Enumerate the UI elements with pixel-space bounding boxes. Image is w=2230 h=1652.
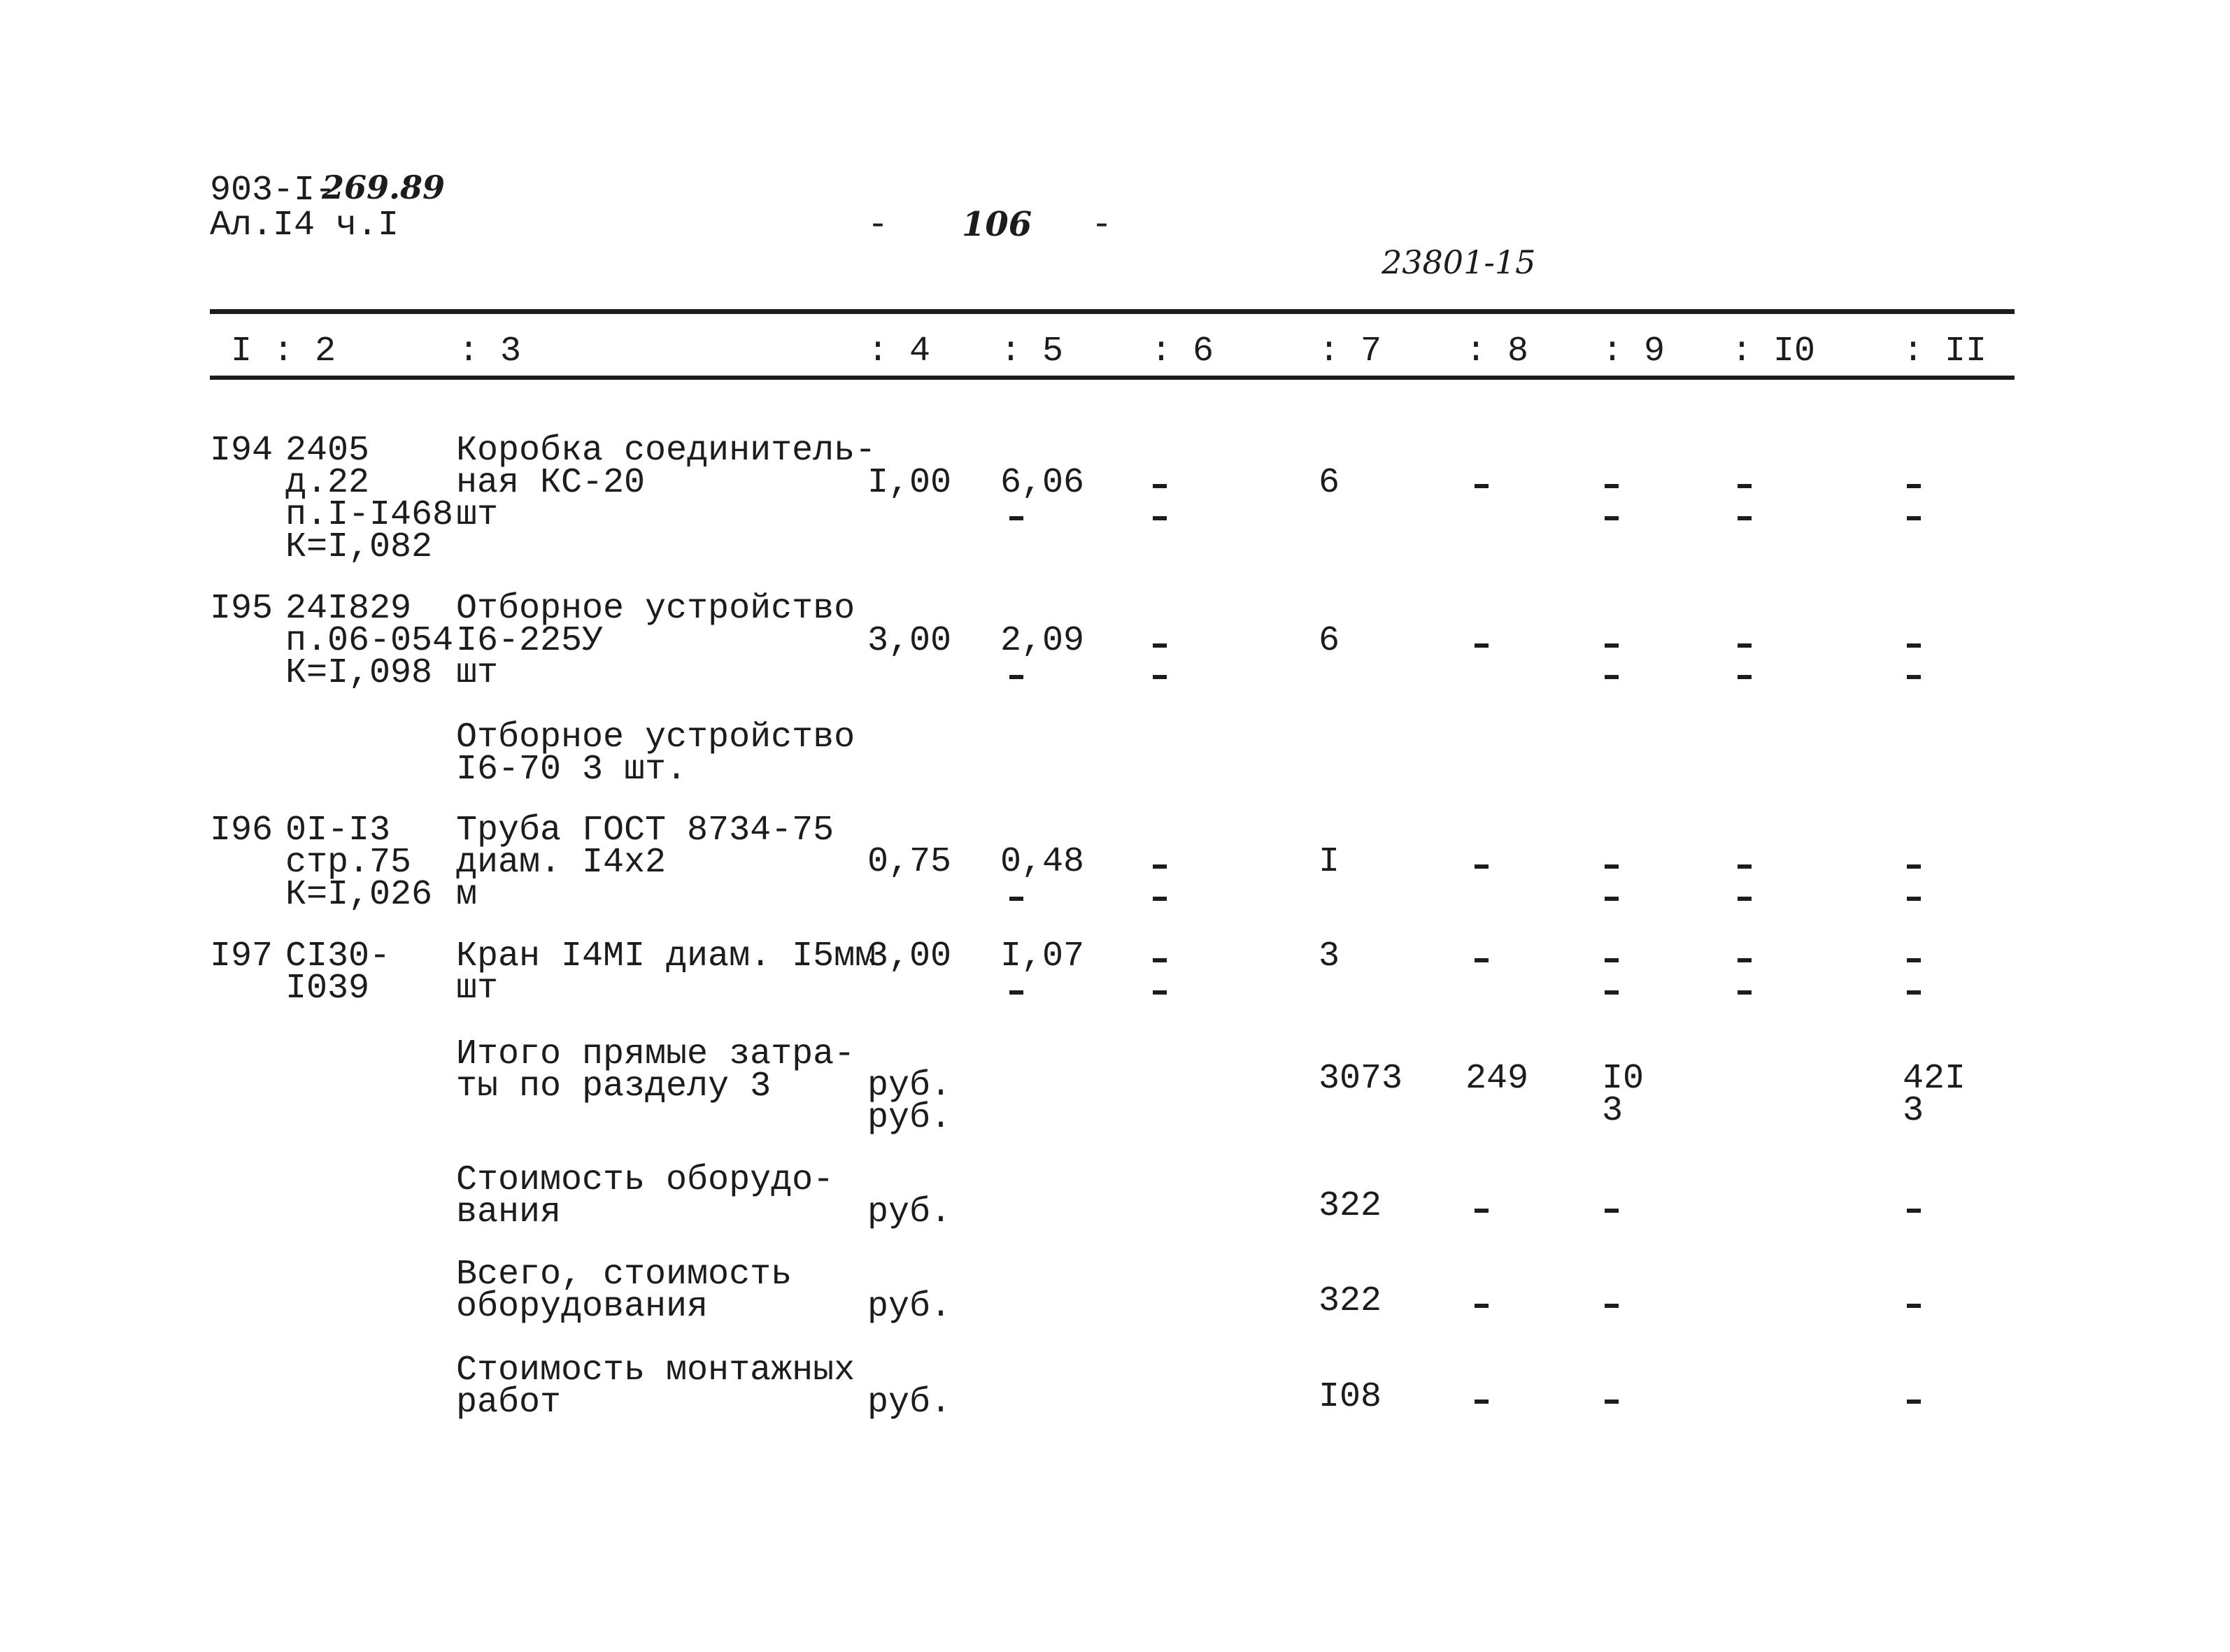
dash-mark: [1738, 958, 1752, 962]
col-header-10: : I0: [1731, 332, 1816, 371]
row-code: 2405 д.22 п.I-I468 К=I,082: [285, 431, 454, 567]
dash-mark: [1907, 1304, 1921, 1308]
row-unit-price: 6,06: [1000, 463, 1085, 503]
dash-mark: [1475, 643, 1489, 648]
row-code: 0I-I3 стр.75 К=I,026: [285, 811, 433, 915]
row-quantity: 3,00: [867, 621, 952, 661]
dash-mark: [1907, 958, 1921, 962]
row-quantity: 3,00: [867, 937, 952, 976]
dash-mark: [1153, 897, 1167, 901]
dash-mark: [1153, 675, 1167, 679]
row-unit-price: 0,48: [1000, 842, 1085, 882]
row-code: СI30- I039: [285, 937, 391, 1009]
dash-mark: [1738, 675, 1752, 679]
col-header-4: : 4: [867, 332, 931, 371]
dash-mark: [1605, 675, 1619, 679]
dash-mark: [1153, 484, 1167, 488]
header-bottom-rule: [210, 376, 2015, 380]
row-description: Кран I4МI диам. I5мм шт: [456, 937, 876, 1009]
dash-mark: [1907, 675, 1921, 679]
page-dash-right: -: [1091, 206, 1113, 245]
dash-mark: [1475, 1304, 1489, 1308]
dash-mark: [1605, 864, 1619, 869]
dash-mark: [1605, 897, 1619, 901]
col-header-9: : 9: [1602, 332, 1666, 371]
document-code: 903-I-: [210, 171, 336, 211]
dash-mark: [1907, 1209, 1921, 1213]
summary-unit: руб.: [867, 1192, 952, 1232]
row-description: Отборное устройство I6-225У шт: [456, 589, 855, 693]
dash-mark: [1475, 864, 1489, 869]
album-label: Ал.I4 ч.I: [210, 206, 399, 245]
dash-mark: [1605, 958, 1619, 962]
dash-mark: [1475, 1209, 1489, 1213]
col-header-7: : 7: [1319, 332, 1382, 371]
dash-mark: [1605, 643, 1619, 648]
row-unit-price: I,07: [1000, 937, 1085, 976]
dash-mark: [1153, 516, 1167, 520]
row-quantity: I,00: [867, 463, 952, 503]
dash-mark: [1009, 516, 1023, 520]
dash-mark: [1907, 897, 1921, 901]
row-total: I: [1319, 842, 1340, 882]
dash-mark: [1605, 516, 1619, 520]
col-header-1-2: I : 2: [231, 332, 336, 371]
row-description: Коробка соединитель- ная КС-20 шт: [456, 431, 876, 535]
summary-col8: 249: [1465, 1059, 1529, 1099]
dash-mark: [1605, 990, 1619, 995]
dash-mark: [1153, 864, 1167, 869]
summary-col7: 3073: [1319, 1059, 1403, 1099]
archive-stamp: 23801-15: [1382, 243, 1536, 281]
dash-mark: [1605, 484, 1619, 488]
row-unit-price: 2,09: [1000, 621, 1085, 661]
col-header-8: : 8: [1465, 332, 1529, 371]
dash-mark: [1738, 643, 1752, 648]
dash-mark: [1009, 990, 1023, 995]
dash-mark: [1475, 484, 1489, 488]
row-quantity: 0,75: [867, 842, 952, 882]
header-top-rule: [210, 309, 2015, 314]
row-number: I97: [210, 937, 274, 976]
summary-col7: 322: [1319, 1186, 1382, 1226]
dash-mark: [1738, 864, 1752, 869]
document-code-handwritten: 269.89: [322, 169, 446, 206]
dash-mark: [1907, 864, 1921, 869]
row-number: I96: [210, 811, 274, 850]
dash-mark: [1009, 897, 1023, 901]
summary-unit: руб. руб.: [867, 1066, 952, 1138]
dash-mark: [1153, 958, 1167, 962]
row-description: Труба ГОСТ 8734-75 диам. I4х2 м: [456, 811, 835, 915]
summary-col9: I0 3: [1602, 1059, 1645, 1131]
col-header-11: : II: [1903, 332, 1987, 371]
row-number: I95: [210, 589, 274, 629]
dash-mark: [1605, 1209, 1619, 1213]
dash-mark: [1475, 958, 1489, 962]
summary-description: Итого прямые затра- ты по разделу 3: [456, 1034, 855, 1106]
page-dash-left: -: [867, 206, 889, 245]
dash-mark: [1738, 516, 1752, 520]
dash-mark: [1907, 484, 1921, 488]
dash-mark: [1907, 516, 1921, 520]
page-number: 106: [962, 205, 1032, 244]
col-header-3: : 3: [458, 332, 522, 371]
dash-mark: [1738, 484, 1752, 488]
row-total: 3: [1319, 937, 1340, 976]
row-total: 6: [1319, 463, 1340, 503]
dash-mark: [1475, 1400, 1489, 1404]
dash-mark: [1738, 897, 1752, 901]
dash-mark: [1153, 990, 1167, 995]
summary-col7: 322: [1319, 1281, 1382, 1321]
dash-mark: [1907, 1400, 1921, 1404]
dash-mark: [1738, 990, 1752, 995]
dash-mark: [1009, 675, 1023, 679]
summary-description: Стоимость монтажных работ: [456, 1351, 855, 1423]
summary-col7: I08: [1319, 1377, 1382, 1417]
dash-mark: [1153, 643, 1167, 648]
dash-mark: [1907, 990, 1921, 995]
summary-col11: 42I 3: [1903, 1059, 1966, 1131]
dash-mark: [1605, 1400, 1619, 1404]
summary-description: Всего, стоимость оборудования: [456, 1255, 793, 1327]
dash-mark: [1605, 1304, 1619, 1308]
row-description: Отборное устройство I6-70 3 шт.: [456, 718, 855, 790]
row-code: 24I829 п.06-054 К=I,098: [285, 589, 454, 693]
col-header-5: : 5: [1000, 332, 1064, 371]
summary-description: Стоимость оборудо- вания: [456, 1160, 835, 1232]
summary-unit: руб.: [867, 1287, 952, 1327]
row-total: 6: [1319, 621, 1340, 661]
dash-mark: [1907, 643, 1921, 648]
col-header-6: : 6: [1151, 332, 1214, 371]
summary-unit: руб.: [867, 1383, 952, 1423]
row-number: I94: [210, 431, 274, 471]
